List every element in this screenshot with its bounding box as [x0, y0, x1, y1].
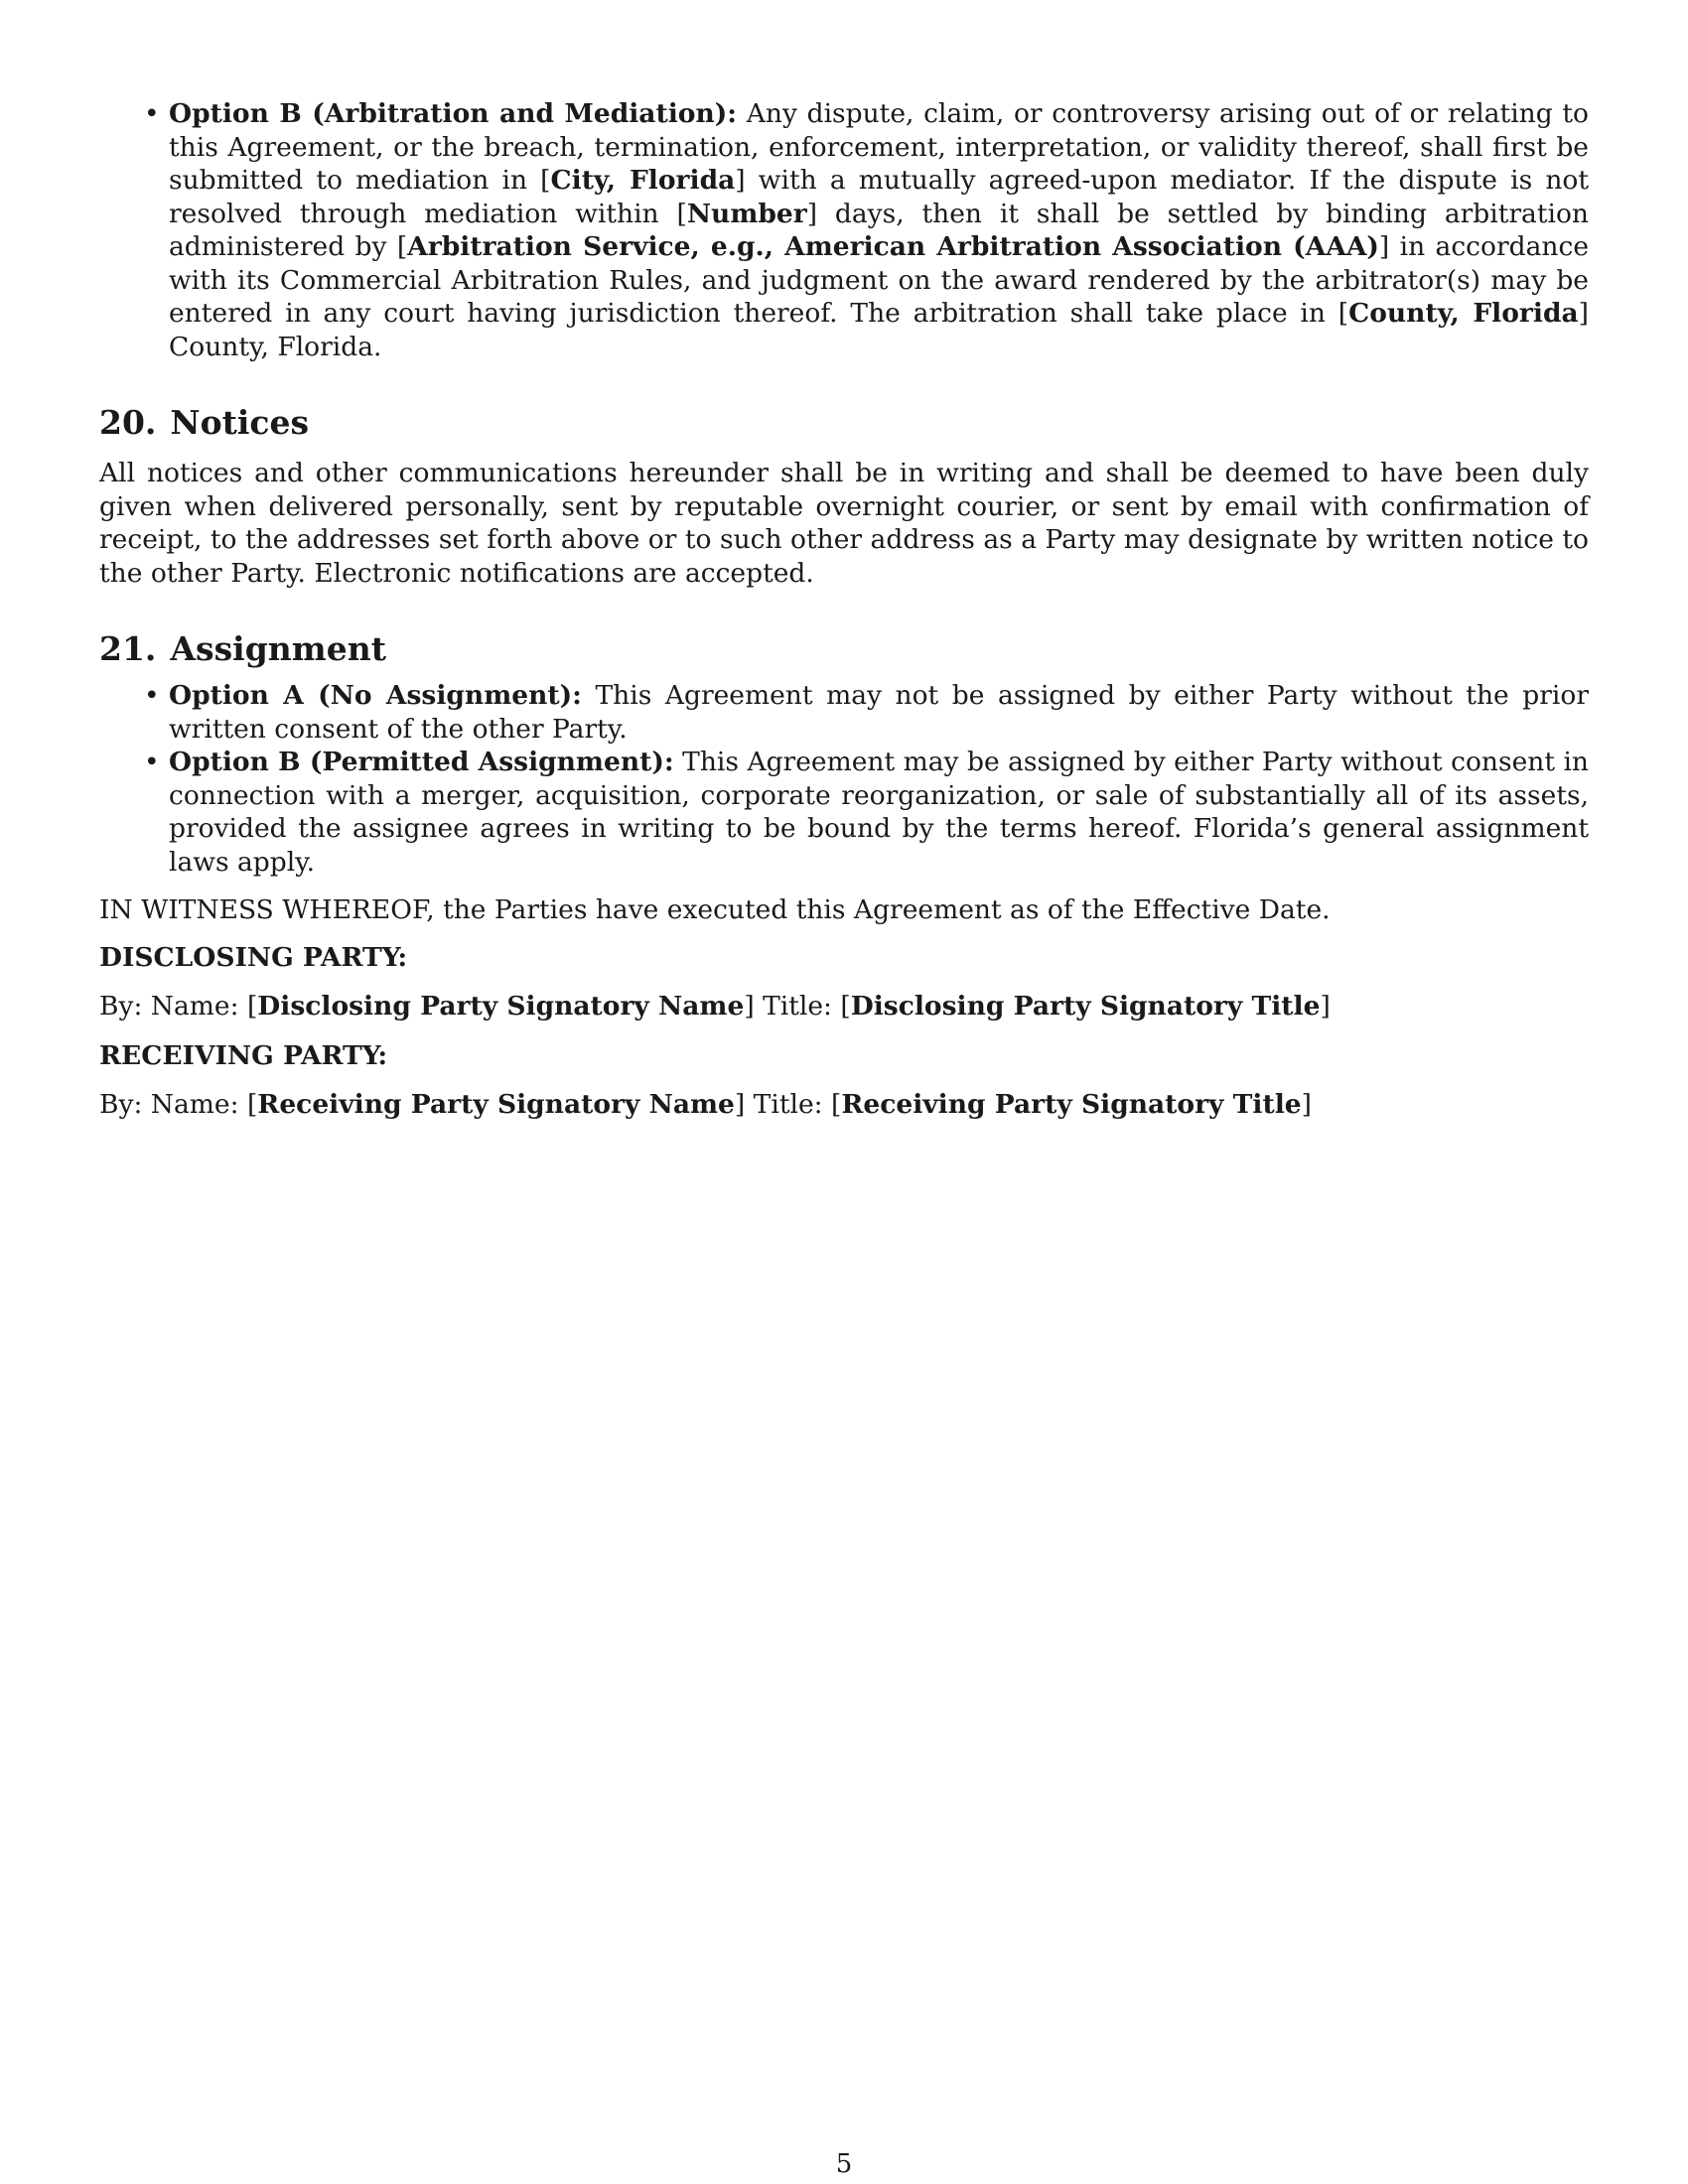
signature-prefix: By: Name: [ [99, 1089, 258, 1120]
section-heading-assignment [99, 629, 1589, 669]
assignment-option-b [144, 746, 1590, 879]
notices-paragraph: All notices and other communications hereunder shall be in writing and shall be deemed to have been duly given when delivered personally, sent by reputable overnight courier, or sent by email with confirmation of receipt, to the addresses set forth above or to such other address as a Party may designate by written notice to the other Party. Electronic notifications are accepted. [99, 458, 1589, 589]
placeholder-city: City, Florida [550, 165, 736, 196]
option-lead: Option B (Arbitration and Mediation): [169, 98, 738, 129]
option-text: ] days, then it shall be settled by binding arbitration administered by [ [169, 198, 1589, 262]
document-page [99, 97, 1589, 1122]
signature-close: ] [1301, 1089, 1312, 1120]
option-text: This Agreement may not be assigned by either Party without the prior written consent of the other Party. [169, 680, 1589, 745]
section-number: 20. [99, 403, 157, 442]
signature-prefix: By: Name: [ [99, 991, 258, 1022]
arbitration-options-list [99, 97, 1589, 363]
bullet-icon: • [144, 680, 160, 711]
receiving-name-placeholder: Receiving Party Signatory Name [257, 1089, 735, 1120]
bullet-icon: • [144, 98, 160, 129]
option-text: This Agreement may be assigned by either Party without consent in connection with a merger, acquisition, corporate reorganization, or sale of substantially all of its assets, provided the assignee agrees in writing to be bound by the terms hereof. Florida’s general assignment laws apply. [169, 747, 1590, 878]
assignment-option-a [144, 679, 1589, 746]
section-title-text: Assignment [170, 629, 386, 668]
section-number: 21. [99, 629, 157, 668]
disclosing-title-placeholder: Disclosing Party Signatory Title [850, 991, 1321, 1022]
option-text: ] County, Florida. [169, 298, 1589, 362]
option-lead: Option A (No Assignment): [169, 680, 582, 711]
page-number: 5 [835, 2149, 853, 2179]
placeholder-county: County, Florida [1348, 298, 1579, 329]
option-text: ] with a mutually agreed-upon mediator. If the dispute is not resolved through mediation within [ [169, 165, 1589, 229]
placeholder-number: Number [686, 198, 807, 229]
disclosing-name-placeholder: Disclosing Party Signatory Name [257, 991, 745, 1022]
disclosing-party-label: DISCLOSING PARTY: [99, 941, 408, 973]
signature-close: ] [1320, 991, 1331, 1022]
witness-statement: IN WITNESS WHEREOF, the Parties have executed this Agreement as of the Effective Date. [99, 894, 1331, 925]
section-title-text: Notices [170, 403, 310, 442]
disclosing-signature-line [99, 990, 1589, 1024]
option-text: ] in accordance with its Commercial Arbitration Rules, and judgment on the award rendered by the arbitrator(s) may be entered in any court having jurisdiction thereof. The arbitration shall take place in [ [169, 231, 1589, 329]
receiving-party-label: RECEIVING PARTY: [99, 1039, 388, 1071]
receiving-signature-line [99, 1088, 1589, 1122]
signature-title-prefix: ] Title: [ [734, 1089, 842, 1120]
receiving-title-placeholder: Receiving Party Signatory Title [841, 1089, 1302, 1120]
section-heading-notices [99, 403, 1589, 443]
bullet-icon: • [144, 747, 160, 777]
signature-title-prefix: ] Title: [ [744, 991, 851, 1022]
placeholder-arbitration-service: Arbitration Service, e.g., American Arbitration Association (AAA) [407, 231, 1379, 262]
option-lead: Option B (Permitted Assignment): [169, 747, 674, 777]
option-text: Any dispute, claim, or controversy arising out of or relating to this Agreement, or the breach, termination, enforcement, interpretation, or validity thereof, shall first be submitted to mediation in [ [169, 98, 1589, 196]
assignment-options-list [99, 679, 1589, 879]
arbitration-option-b [144, 97, 1589, 363]
